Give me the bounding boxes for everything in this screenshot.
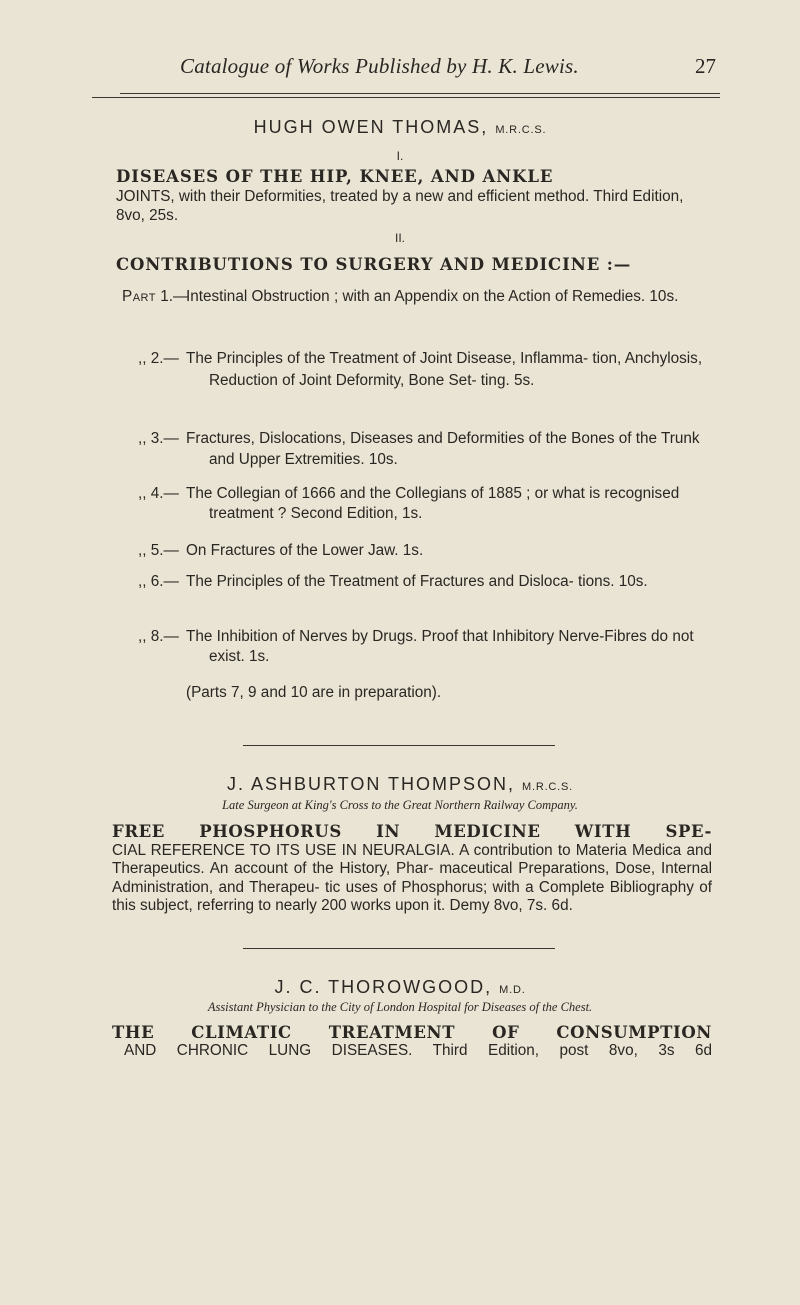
page-number: 27	[695, 54, 716, 78]
part-label: Part 1.—	[122, 288, 189, 305]
running-title: Catalogue of Works Published by H. K. Lewis.	[180, 54, 579, 78]
author-degree: M.R.C.S.	[495, 124, 547, 136]
work-description-climatic: AND CHRONIC LUNG DISEASES. Third Edition, post 8vo, 3s 6d	[124, 1042, 712, 1059]
author-name: J. ASHBURTON THOMPSON,	[226, 774, 515, 794]
part-label: ,, 2.—	[138, 350, 179, 367]
part-text: The Principles of the Treatment of Fractures and Disloca- tions. 10s.	[186, 573, 648, 590]
author-degree: M.R.C.S.	[522, 781, 574, 793]
part-entry	[122, 287, 714, 306]
work-entry-phosphorus	[112, 823, 712, 916]
running-header	[84, 54, 716, 88]
part-label: ,, 4.—	[138, 485, 179, 502]
part-entry	[122, 428, 714, 470]
part-entry	[122, 541, 714, 560]
work-title-diseases: DISEASES OF THE HIP, KNEE, AND ANKLE	[116, 167, 554, 186]
header-rule-lower	[92, 97, 720, 98]
work-title-phosphorus: FREE PHOSPHORUS IN MEDICINE WITH SPE-	[112, 822, 712, 841]
work-description-phosphorus: CIAL REFERENCE TO ITS USE IN NEURALGIA. A contribution to Materia Medica and Therapeutics. An account of the History, Phar- maceutical Preparations, Dose, Internal Administration, and Therapeu- tic uses of Phosphorus; with a Complete Bibliography of this subject, referring to nearly 200 works upon it. Demy 8vo, 7s. 6d.	[112, 841, 712, 914]
section-divider	[243, 745, 555, 746]
work-description-diseases: JOINTS, with their Deformities, treated by a new and efficient method. Third Edition, 8vo, 25s.	[116, 188, 684, 224]
part-entry	[122, 627, 714, 667]
part-text: The Collegian of 1666 and the Collegians of 1885 ; or what is recognised treatment ? Second Edition, 1s.	[186, 485, 680, 522]
work-entry-climatic	[112, 1024, 712, 1060]
part-text: On Fractures of the Lower Jaw. 1s.	[186, 542, 424, 559]
work-numeral: II.	[394, 231, 405, 245]
part-label: ,, 8.—	[138, 628, 179, 645]
author-name: HUGH OWEN THOMAS,	[253, 117, 489, 137]
preparation-note: (Parts 7, 9 and 10 are in preparation).	[186, 684, 442, 701]
author-degree: M.D.	[499, 984, 526, 996]
work-numeral: I.	[396, 149, 404, 163]
part-text: The Inhibition of Nerves by Drugs. Proof that Inhibitory Nerve-Fibres do not exist. 1s.	[186, 628, 694, 665]
author-affiliation: Assistant Physician to the City of London Hospital for Diseases of the Chest.	[207, 1000, 593, 1014]
part-entry	[122, 348, 714, 392]
author-name: J. C. THOROWGOOD,	[274, 977, 493, 997]
part-label: ,, 3.—	[138, 430, 179, 447]
part-label: ,, 5.—	[138, 542, 179, 559]
work-title-contributions: CONTRIBUTIONS TO SURGERY AND MEDICINE :—	[116, 255, 632, 274]
part-text: Fractures, Dislocations, Diseases and Deformities of the Bones of the Trunk and Upper Extremities. 10s.	[186, 430, 700, 468]
part-label: ,, 6.—	[138, 573, 179, 590]
author-thomas	[0, 117, 800, 138]
author-thompson	[0, 774, 800, 795]
author-thorowgood	[0, 977, 800, 998]
part-entry	[122, 484, 714, 524]
part-text: Intestinal Obstruction ; with an Appendix on the Action of Remedies. 10s.	[186, 288, 679, 305]
header-rule-upper	[120, 93, 720, 94]
section-divider	[243, 948, 555, 949]
work-title-climatic: THE CLIMATIC TREATMENT OF CONSUMPTION	[112, 1023, 712, 1042]
part-text: The Principles of the Treatment of Joint Disease, Inflamma- tion, Anchylosis, Reduction of Joint Deformity, Bone Set- ting. 5s.	[186, 350, 703, 389]
author-affiliation: Late Surgeon at King's Cross to the Great Northern Railway Company.	[222, 798, 578, 812]
part-entry	[122, 571, 714, 592]
